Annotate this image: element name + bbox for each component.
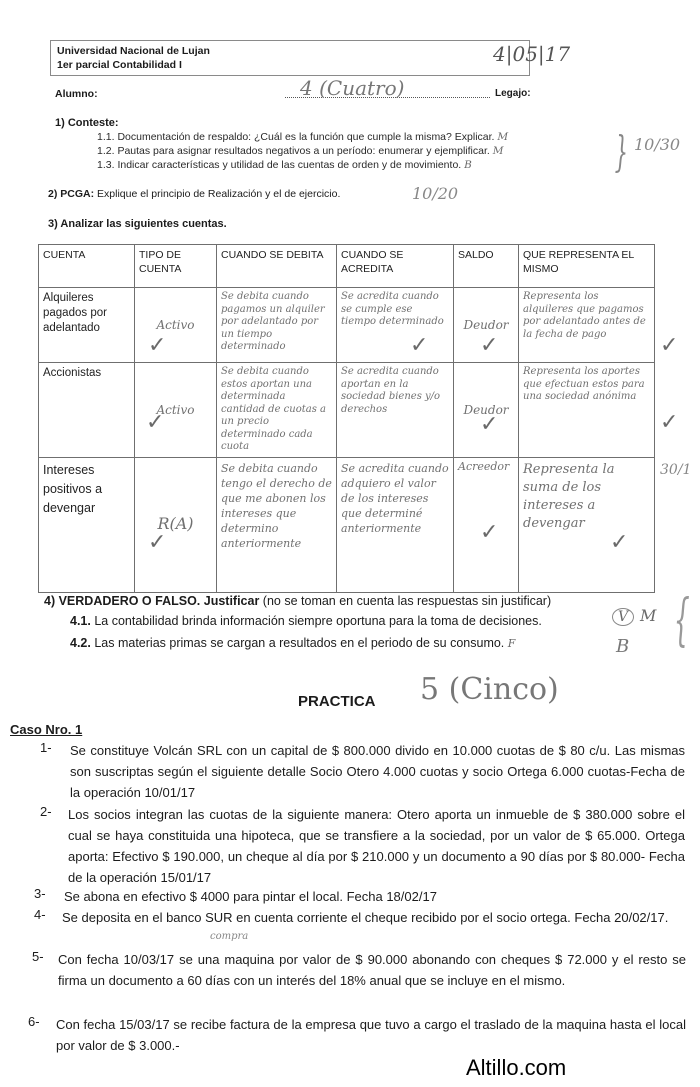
q2-score: 10/20 — [412, 184, 459, 203]
q4-item — [70, 636, 515, 650]
exam-header-box — [50, 40, 530, 76]
q1-item-mark: M — [497, 131, 509, 143]
cell-saldo: Acreedor — [454, 457, 519, 592]
table-row — [39, 288, 655, 363]
handwritten-note: compra — [210, 931, 249, 942]
q1-item-text: Pautas para asignar resultados negativos a un período: enumerar y ejemplificar. — [117, 145, 490, 157]
q4-item-answer: V — [612, 608, 634, 626]
practice-item-num: 6- — [28, 1014, 40, 1029]
cell-tipo: Activo — [135, 363, 217, 458]
q4-title — [44, 594, 551, 608]
q2 — [48, 188, 340, 200]
cell-cuenta: Intereses positivos a devengar — [39, 457, 135, 592]
q4-item-text: Las materias primas se cargan a resultados en el periodo de su consumo. — [90, 636, 505, 650]
practica-title: PRACTICA — [298, 693, 376, 710]
student-label: Alumno: — [55, 88, 98, 100]
practice-item-num: 2- — [40, 804, 52, 819]
q1-item-mark: M — [492, 145, 504, 157]
checkmark-icon: ✓ — [410, 333, 429, 358]
cell-representa: Representa los aportes que efectuan estos para una sociedad anónima — [519, 363, 655, 458]
cell-tipo: R(A) — [135, 457, 217, 592]
practice-item-num: 4- — [34, 907, 46, 922]
q3-score: 30/1 — [660, 462, 692, 478]
handwritten-grade-theory: 4 (Cuatro) — [300, 76, 405, 100]
column-header: CUANDO SE DEBITA — [217, 245, 337, 288]
legajo-label: Legajo: — [495, 88, 531, 99]
q1-title: 1) Conteste: — [55, 117, 119, 129]
cell-saldo: Deudor — [454, 288, 519, 363]
checkmark-icon: ✓ — [660, 333, 679, 358]
cell-acredita: Se acredita cuando se cumple ese tiempo determinado — [337, 288, 454, 363]
cell-representa: Representa los alquileres que pagamos por adelantado antes de la fecha de pago — [519, 288, 655, 363]
q4-item-num: 4.2. — [70, 636, 91, 650]
q4-item-text: La contabilidad brinda información siempre oportuna para la toma de decisiones. — [90, 614, 542, 628]
q4-item-num: 4.1. — [70, 614, 91, 628]
practice-item-text: Con fecha 15/03/17 se recibe factura de la empresa que tuvo a cargo el traslado de la maquina hasta el local por valor de $ 3.000.- — [56, 1017, 686, 1053]
q1-score: 10/30 — [634, 135, 681, 154]
cell-acredita: Se acredita cuando adquiero el valor de los intereses que determiné anteriormente — [337, 457, 454, 592]
practice-item-num: 1- — [40, 740, 52, 755]
q4-item-mark: M — [640, 606, 657, 625]
q3-title: 3) Analizar las siguientes cuentas. — [48, 218, 227, 230]
university-name: Universidad Nacional de Lujan — [57, 45, 210, 57]
q1-item-num: 1.2. — [97, 145, 115, 157]
q1-item-mark: B — [464, 159, 472, 171]
cell-saldo: Deudor — [454, 363, 519, 458]
q2-title: 2) PCGA: — [48, 188, 95, 200]
cell-representa: Representa la suma de los intereses a devengar — [519, 457, 655, 592]
checkmark-icon: ✓ — [148, 530, 167, 555]
table-row — [39, 457, 655, 592]
practice-item-text: Con fecha 10/03/17 se una maquina por valor de $ 90.000 abonando con cheques $ 72.000 y el resto se firma un documento a 60 días con un interés del 18% anual que se incluye en el mismo. — [58, 952, 686, 988]
column-header: CUANDO SE ACREDITA — [337, 245, 454, 288]
checkmark-icon: ✓ — [480, 412, 499, 437]
cell-cuenta: Accionistas — [39, 363, 135, 458]
practice-item-text: Los socios integran las cuotas de la siguiente manera: Otero aporta un inmueble de $ 380.000 sobre el cual se haya constituida una hipoteca, que se transfiere a la sociedad, por un valor de $ 65.000. Ortega aporta: Efectivo $ 190.000, un cheque al día por $ 210.000 y un documento a 90 días por $ 80.000- Fecha de la operación 15/01/17 — [68, 807, 685, 885]
practice-item-num: 5- — [32, 949, 44, 964]
handwritten-grade-practice: 5 (Cinco) — [420, 672, 559, 707]
q1-item — [97, 145, 504, 157]
table-header-row — [39, 245, 655, 288]
q4-item-mark: B — [616, 636, 630, 657]
checkmark-icon: ✓ — [146, 410, 165, 435]
q1-item — [97, 131, 508, 143]
practice-item-text: Se abona en efectivo $ 4000 para pintar el local. Fecha 18/02/17 — [64, 889, 437, 904]
column-header: SALDO — [454, 245, 519, 288]
cell-debita: Se debita cuando estos aportan una determinada cantidad de cuotas a un precio determinado cada cuota — [217, 363, 337, 458]
q4-item — [70, 614, 542, 628]
column-header: TIPO DE CUENTA — [135, 245, 217, 288]
cell-debita: Se debita cuando pagamos un alquiler por adelantado por un tiempo determinado — [217, 288, 337, 363]
accounts-table — [38, 244, 655, 593]
brace-icon: { — [673, 588, 690, 653]
q1-item-text: Indicar características y utilidad de las cuentas de orden y de movimiento. — [117, 159, 462, 171]
q1-item — [97, 159, 472, 171]
q4-item-answer: F — [507, 637, 516, 650]
table-row — [39, 363, 655, 458]
cell-tipo: Activo — [135, 288, 217, 363]
checkmark-icon: ✓ — [480, 333, 499, 358]
column-header: QUE REPRESENTA EL MISMO — [519, 245, 655, 288]
practice-item-text: Se deposita en el banco SUR en cuenta corriente el cheque recibido por el socio ortega. Fecha 20/02/17. — [62, 910, 669, 925]
checkmark-icon: ✓ — [148, 333, 167, 358]
handwritten-date: 4|05|17 — [493, 42, 571, 66]
brace-icon: } — [614, 127, 629, 176]
caso-title: Caso Nro. 1 — [10, 722, 83, 737]
checkmark-icon: ✓ — [660, 410, 679, 435]
practice-item-num: 3- — [34, 886, 46, 901]
q2-text: Explique el principio de Realización y el de ejercicio. — [97, 188, 341, 200]
q4-title-rest: (no se toman en cuenta las respuestas sin justificar) — [259, 594, 552, 608]
practice-item-text: Se constituye Volcán SRL con un capital de $ 800.000 divido en 10.000 cuotas de $ 80 c/u. Las mismas son suscriptas según el siguiente detalle Socio Otero 4.000 cuotas y socio Ortega 6.000 cuotas-Fecha de la operación 10/01/17 — [70, 743, 685, 800]
cell-acredita: Se acredita cuando aportan en la sociedad bienes y/o derechos — [337, 363, 454, 458]
cell-debita: Se debita cuando tengo el derecho de que me abonen los intereses que determino anteriormente — [217, 457, 337, 592]
cell-cuenta: Alquileres pagados por adelantado — [39, 288, 135, 363]
column-header: CUENTA — [39, 245, 135, 288]
checkmark-icon: ✓ — [480, 520, 499, 545]
exam-title: 1er parcial Contabilidad I — [57, 59, 182, 71]
watermark: Altillo.com — [466, 1055, 567, 1080]
q1-item-text: Documentación de respaldo: ¿Cuál es la función que cumple la misma? Explicar. — [117, 131, 495, 143]
q1-item-num: 1.3. — [97, 159, 115, 171]
checkmark-icon: ✓ — [610, 530, 629, 555]
q1-item-num: 1.1. — [97, 131, 115, 143]
q4-title-bold: 4) VERDADERO O FALSO. Justificar — [44, 594, 260, 608]
